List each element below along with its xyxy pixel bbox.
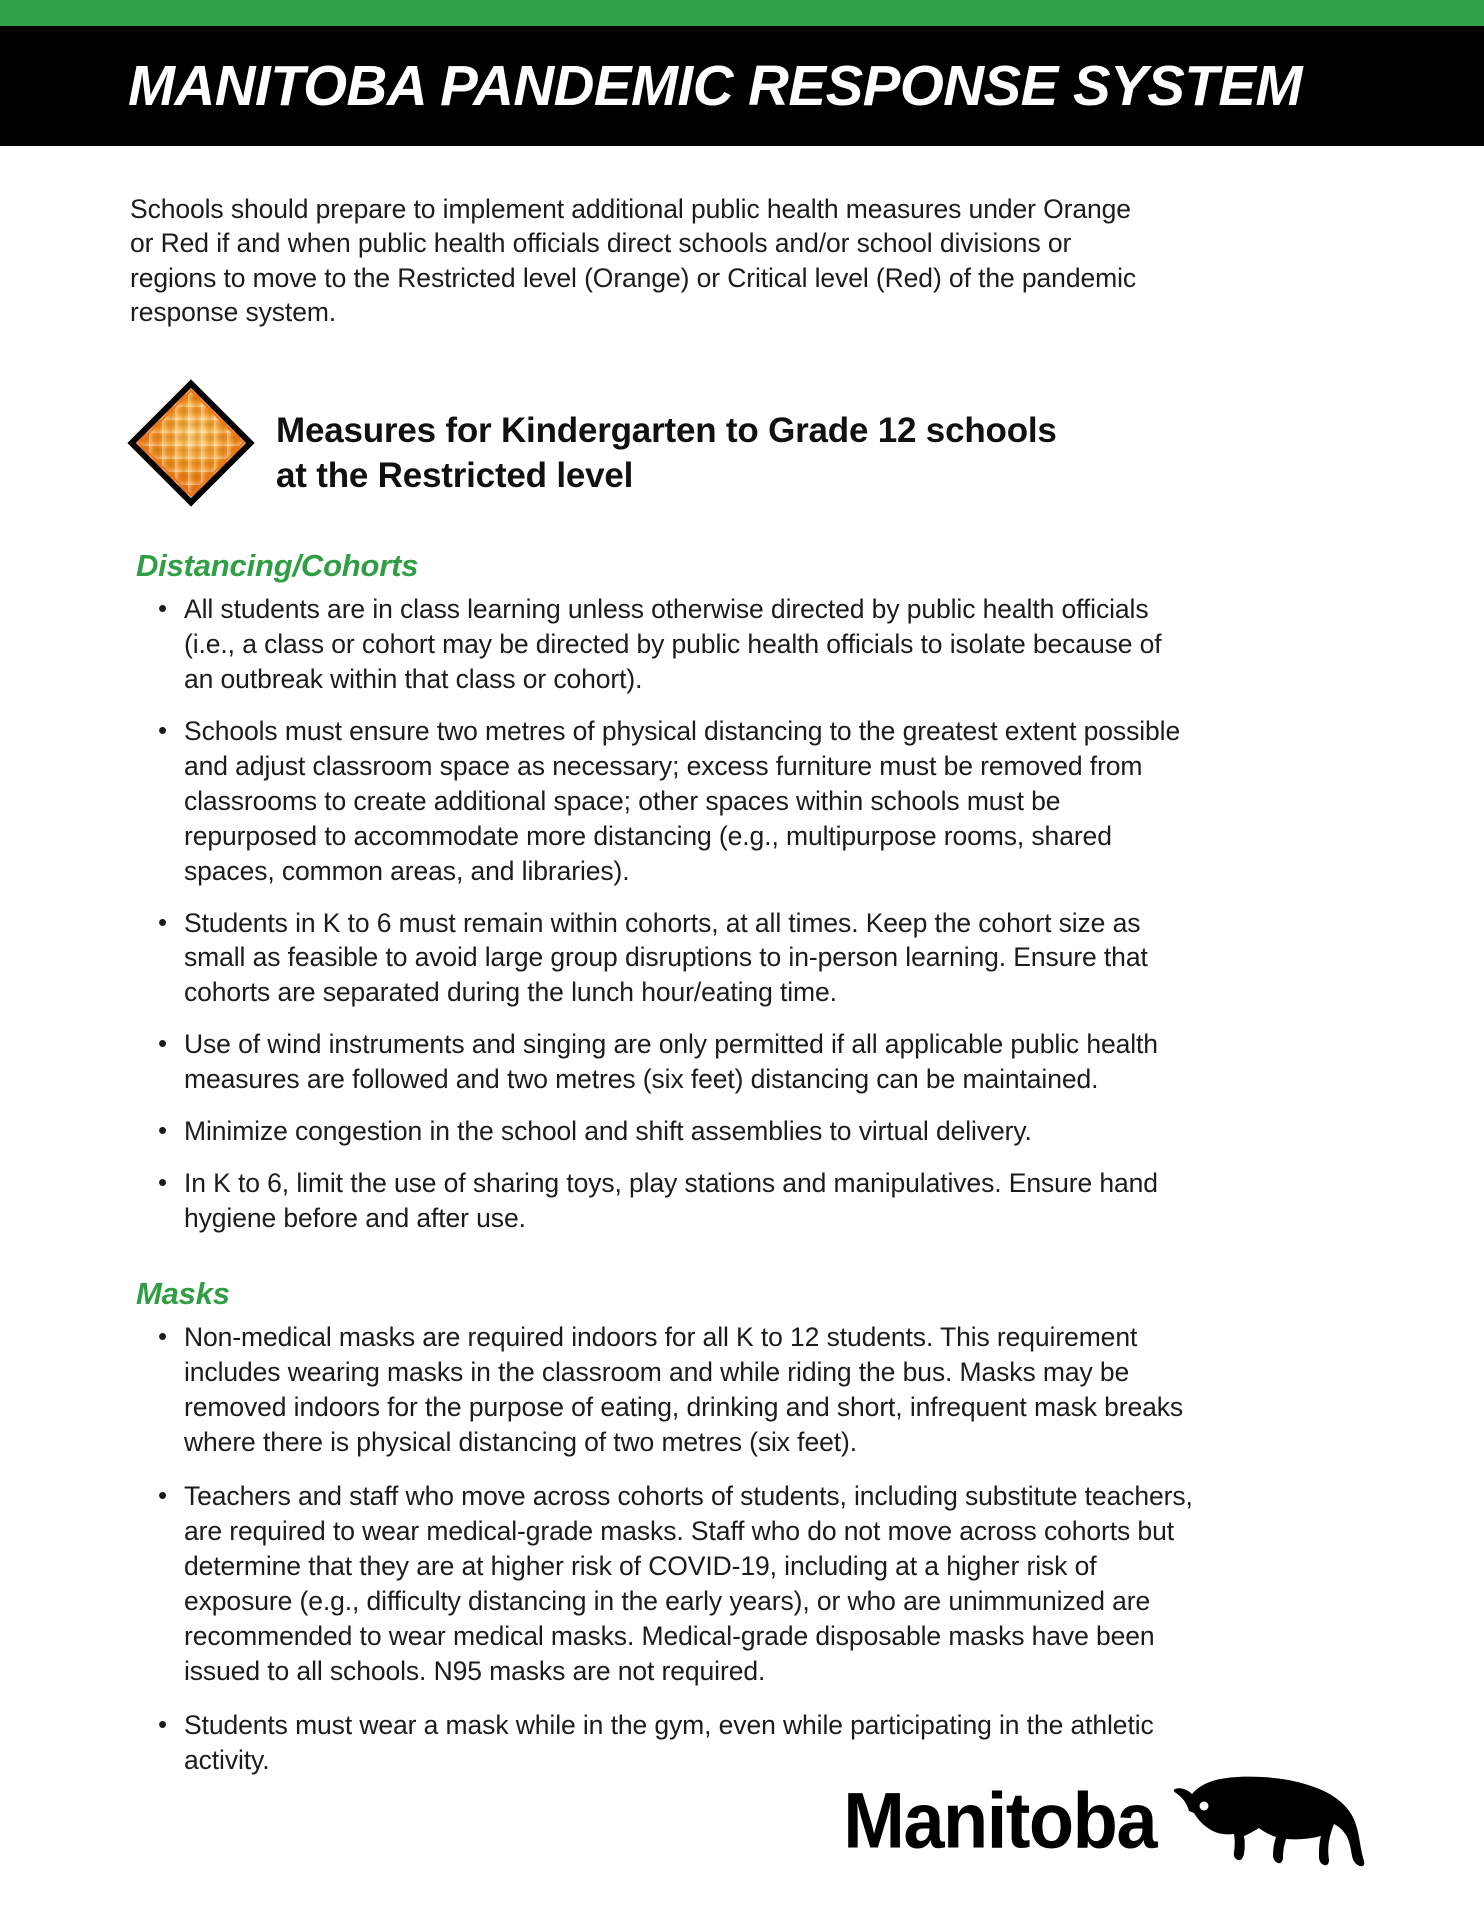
list-item: • Students in K to 6 must remain within cohorts, at all times. Keep the cohort size as small as feasible to avoid large group disruptions to in-person learning. Ensure that cohorts are separated during the lunch hour/eating time. <box>130 906 1194 1011</box>
bullet-list-distancing-cohorts <box>130 592 1356 1237</box>
bison-icon <box>1166 1773 1366 1869</box>
level-heading-line-1: Measures for Kindergarten to Grade 12 schools <box>276 410 1057 450</box>
level-heading-text <box>276 386 1057 499</box>
manitoba-wordmark: Manitoba <box>843 1776 1156 1865</box>
list-item: • Schools must ensure two metres of physical distancing to the greatest extent possible and adjust classroom space as necessary; excess furniture must be removed from classrooms to create additional space; other spaces within schools must be repurposed to accommodate more distancing (e.g., multipurpose rooms, shared spaces, common areas, and libraries). <box>130 714 1194 889</box>
section-distancing-cohorts <box>130 548 1356 1237</box>
section-title-masks: Masks <box>136 1276 230 1312</box>
list-item: • Use of wind instruments and singing are only permitted if all applicable public health measures are followed and two metres (six feet) distancing can be maintained. <box>130 1027 1194 1097</box>
list-item: • All students are in class learning unless otherwise directed by public health officials (i.e., a class or cohort may be directed by public health officials to isolate because of an outbreak within that class or cohort). <box>130 592 1194 697</box>
bullet-list-masks <box>130 1320 1356 1778</box>
list-item: • Minimize congestion in the school and shift assemblies to virtual delivery. <box>130 1114 1194 1149</box>
manitoba-logo <box>843 1766 1366 1876</box>
level-heading-line-2: at the Restricted level <box>276 456 634 496</box>
document-header-band <box>0 26 1484 146</box>
page-title: MANITOBA PANDEMIC RESPONSE SYSTEM <box>128 53 1303 118</box>
section-masks <box>130 1276 1356 1778</box>
orange-diamond-icon <box>130 386 276 514</box>
list-item: • Students must wear a mask while in the gym, even while participating in the athletic activity. <box>130 1708 1194 1778</box>
list-item: • Teachers and staff who move across cohorts of students, including substitute teachers, are required to wear medical-grade masks. Staff who do not move across cohorts but determine that they are at higher risk of COVID-19, including at a higher risk of exposure (e.g., difficulty distancing in the early years), or who are unimmunized are recommended to wear medical masks. Medical-grade disposable masks have been issued to all schools. N95 masks are not required. <box>130 1479 1194 1689</box>
restricted-level-heading-block <box>130 386 1356 514</box>
list-item: • Non-medical masks are required indoors for all K to 12 students. This requirement includes wearing masks in the classroom and while riding the bus. Masks may be removed indoors for the purpose of eating, drinking and short, infrequent mask breaks where there is physical distancing of two metres (six feet). <box>130 1320 1194 1460</box>
section-title-distancing-cohorts: Distancing/Cohorts <box>136 547 419 583</box>
top-green-accent-bar <box>0 0 1484 26</box>
list-item: • In K to 6, limit the use of sharing toys, play stations and manipulatives. Ensure hand hygiene before and after use. <box>130 1166 1194 1236</box>
intro-paragraph: Schools should prepare to implement additional public health measures under Orange or Red if and when public health officials direct schools and/or school divisions or regions to move to the Restricted level (Orange) or Critical level (Red) of the pandemic response system. <box>130 194 1137 328</box>
document-body <box>0 192 1484 1778</box>
